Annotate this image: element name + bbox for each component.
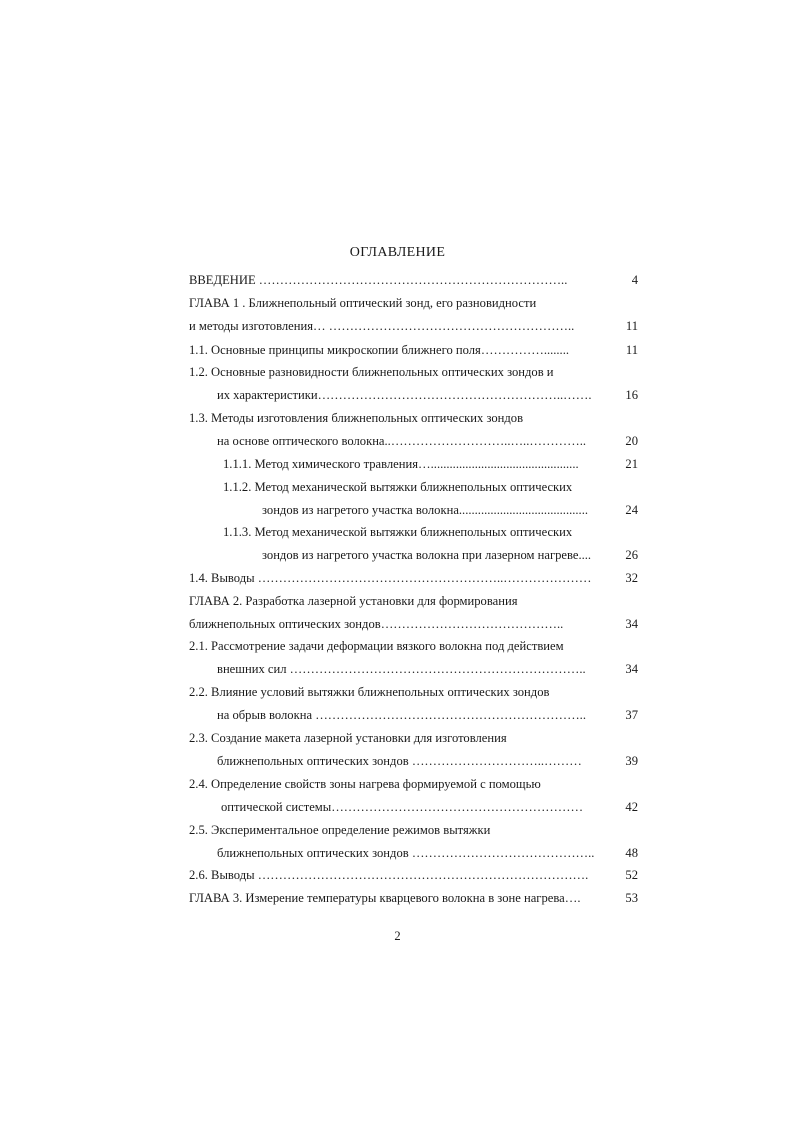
toc-line-1-1-2-cont: зондов из нагретого участка волокна......................................... [262, 503, 588, 517]
toc-line-1-2-cont: их характеристики…………………………………………………..……. [217, 388, 592, 402]
toc-page: 21 [625, 457, 638, 471]
toc-page: 42 [625, 800, 638, 814]
toc-line-2-6: 2.6. Выводы ……………………………………………………………………. [189, 868, 589, 882]
toc-page: 11 [625, 319, 638, 333]
toc-line-1-1-3-cont: зондов из нагретого участка волокна при лазерном нагреве.... [262, 548, 592, 562]
toc-line-2-3-cont: ближнепольных оптических зондов …………………………..……… [217, 754, 582, 768]
toc-page: 53 [625, 891, 638, 905]
toc-page: 32 [625, 571, 638, 585]
toc-line-1-1-2: 1.1.2. Метод механической вытяжки ближнепольных оптических [223, 480, 573, 494]
toc-line-introduction: ВВЕДЕНИЕ ……………………………………………………………….. [189, 273, 568, 287]
toc-page: 26 [625, 548, 638, 562]
toc-line-2-5-cont: ближнепольных оптических зондов …………………………………….. [217, 846, 595, 860]
toc-line-1-2: 1.2. Основные разновидности ближнепольных оптических зондов и [189, 365, 554, 379]
toc-line-1-1-3: 1.1.3. Метод механической вытяжки ближнепольных оптических [223, 525, 573, 539]
toc-page: 20 [625, 434, 638, 448]
toc-line-2-4-cont: оптической системы…………………………………………………… [221, 800, 584, 814]
toc-line-2-2-cont: на обрыв волокна ……………………………………………………….. [217, 708, 586, 722]
toc-line-2-1-cont: внешних сил …………………………………………………………….. [217, 662, 586, 676]
toc-line-chapter-3: ГЛАВА 3. Измерение температуры кварцевого волокна в зоне нагрева…. [189, 891, 581, 905]
toc-line-chapter-1: ГЛАВА 1 . Ближнепольный оптический зонд, его разновидности [189, 296, 537, 310]
toc-line-2-5: 2.5. Экспериментальное определение режимов вытяжки [189, 823, 491, 837]
toc-line-1-4: 1.4. Выводы …………………………………………………..………………… [189, 571, 592, 585]
toc-page: 37 [625, 708, 638, 722]
toc-line-1-1: 1.1. Основные принципы микроскопии ближнего поля……………........ [189, 343, 570, 357]
toc-page: 52 [625, 868, 638, 882]
toc-line-2-4: 2.4. Определение свойств зоны нагрева формируемой с помощью [189, 777, 541, 791]
toc-page: 48 [625, 846, 638, 860]
toc-line-1-1-1: 1.1.1. Метод химического травления…............................................... [223, 457, 579, 471]
toc-line-1-3: 1.3. Методы изготовления ближнепольных оптических зондов [189, 411, 524, 425]
toc-page: 24 [625, 503, 638, 517]
toc-page: 34 [625, 662, 638, 676]
toc-line-2-2: 2.2. Влияние условий вытяжки ближнепольных оптических зондов [189, 685, 550, 699]
toc-line-2-1: 2.1. Рассмотрение задачи деформации вязкого волокна под действием [189, 639, 564, 653]
toc-line-chapter-2: ГЛАВА 2. Разработка лазерной установки для формирования [189, 594, 518, 608]
toc-line-chapter-2-cont: ближнепольных оптических зондов…………………………………….. [189, 617, 564, 631]
toc-line-1-3-cont: на основе оптического волокна..………………………..…..………….. [217, 434, 587, 448]
page-number: 2 [394, 929, 401, 943]
toc-line-chapter-1-cont: и методы изготовления… ………………………………………………….. [189, 319, 575, 333]
toc-page: 34 [625, 617, 638, 631]
toc-page: 4 [631, 273, 638, 287]
toc-page: 11 [625, 343, 638, 357]
toc-page: 16 [625, 388, 638, 402]
toc-line-2-3: 2.3. Создание макета лазерной установки для изготовления [189, 731, 507, 745]
toc-title: ОГЛАВЛЕНИЕ [349, 245, 446, 260]
toc-page: 39 [625, 754, 638, 768]
